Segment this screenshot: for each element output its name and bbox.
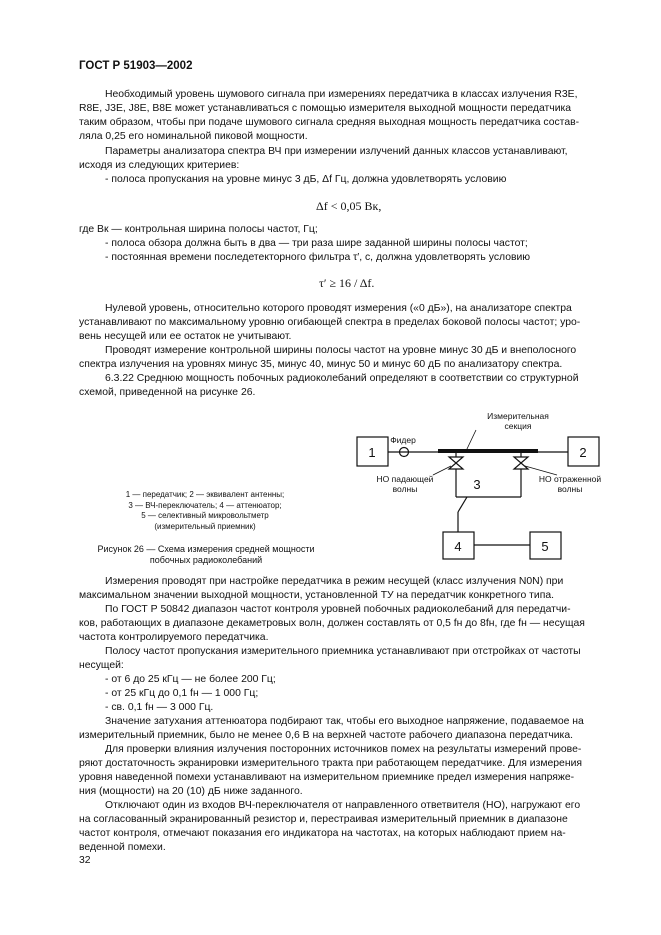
- label-block-5: 5: [541, 539, 549, 554]
- text-line: спектра излучения на уровнях минус 35, минус 40, минус 50 и минус 60 дБ по анализатору спектра.: [79, 359, 563, 370]
- text-line: - от 25 кГц до 0,1 fн — 1 000 Гц;: [105, 688, 259, 699]
- text-line: Полосу частот пропускания измерительного приемника устанавливают при отстройках от частоты: [105, 646, 581, 657]
- label-ho-forward-line1: НО падающей: [376, 474, 434, 484]
- text-line: Отключают один из входов ВЧ-переключателя от направленного ответвителя (НО), нагружают его: [105, 800, 581, 811]
- text-line: - постоянная времени последетекторного фильтра τ′, с, должна удовлетворять условию: [105, 252, 531, 263]
- text-line: Параметры анализатора спектра ВЧ при измерении излучений данных классов устанавливают,: [105, 146, 568, 157]
- text-line: несущей:: [79, 660, 124, 671]
- text-line: уровня наведенной помехи устанавливают на измерительном приемнике предел измерения напряже-: [79, 772, 575, 783]
- text-line: Значение затухания аттенюатора подбирают так, чтобы его выходное напряжение, подаваемое на: [105, 716, 584, 727]
- label-ho-reflected-line1: НО отраженной: [538, 474, 602, 484]
- coupler-forward-icon: [449, 457, 463, 469]
- formula-bandwidth: Δf < 0,05 Bк,: [316, 199, 382, 213]
- caption-line: Рисунок 26 — Схема измерения средней мощности: [97, 544, 315, 554]
- text-line: ния (мощности) на 20 (10) дБ ниже заданного.: [79, 786, 303, 797]
- text-line: R8E, J3E, J8E, B8E может устанавливаться с помощью измерителя выходной мощности передатчика: [79, 103, 572, 114]
- text-line: ляла 0,25 его номинальной пиковой мощности.: [79, 131, 308, 142]
- coupler-reflected-icon: [514, 457, 528, 469]
- label-block-4: 4: [454, 539, 462, 554]
- figure-caption: [90, 544, 322, 566]
- text-line: По ГОСТ Р 50842 диапазон частот контроля уровней побочных радиоколебаний для передатчи-: [105, 604, 571, 615]
- text-line: частот контроля, отмечают показания его индикатора на частотах, на которых наблюдают прием на-: [79, 828, 566, 839]
- text-line: - полоса обзора должна быть в два — три раза шире заданной ширины полосы частот;: [105, 238, 528, 249]
- label-block-2: 2: [579, 445, 587, 460]
- text-line: где Bк — контрольная ширина полосы частот, Гц;: [79, 224, 318, 235]
- figure-legend: [100, 490, 310, 532]
- rf-switch-arm: [458, 497, 467, 512]
- label-section-line1: Измерительная: [487, 411, 549, 421]
- legend-line: (измерительный приемник): [154, 521, 256, 531]
- page-number: 32: [79, 855, 91, 866]
- text-line: - полоса пропускания на уровне минус 3 дБ, Δf Гц, должна удовлетворять условию: [105, 174, 507, 185]
- text-line: измерительный приемник, было не менее 0,6 В на верхней частоте рабочего диапазона передатчика.: [79, 730, 573, 741]
- text-line: на согласованный экранированный резистор и, перестраивая измерительный приемник в диапазоне: [79, 814, 568, 825]
- legend-line: 1 — передатчик; 2 — эквивалент антенны;: [125, 490, 285, 499]
- caption-line: побочных радиоколебаний: [149, 555, 263, 565]
- label-block-3: 3: [473, 477, 481, 492]
- text-line: Для проверки влияния излучения посторонних источников помех на результаты измерений прове-: [105, 744, 582, 755]
- text-line: Необходимый уровень шумового сигнала при измерениях передатчика в классах излучения R3E,: [105, 89, 578, 100]
- text-line: Измерения проводят при настройке передатчика в режим несущей (класс излучения N0N) при: [105, 576, 564, 587]
- label-ho-reflected-line2: волны: [557, 484, 583, 494]
- text-line: исходя из следующих критериев:: [79, 160, 240, 171]
- text-line: 6.3.22 Среднюю мощность побочных радиоколебаний определяют в соответствии со структурной: [105, 373, 579, 384]
- text-line: максимальном значении выходной мощности, установленной ТУ на передатчик конкретного типа.: [79, 590, 554, 601]
- formula-time-constant: τ′ ≥ 16 / Δf.: [319, 276, 375, 290]
- text-line: устанавливают по максимальному уровню огибающей спектра в пределах боковой полосы частот; уро-: [79, 317, 581, 328]
- text-line: - от 6 до 25 кГц — не более 200 Гц;: [105, 674, 276, 685]
- text-line: вень несущей или ее остаток не учитывают.: [79, 331, 292, 342]
- text-line: частота контролируемого передатчика.: [79, 632, 269, 643]
- label-section-line2: секция: [504, 421, 532, 431]
- text-line: схемой, приведенной на рисунке 26.: [79, 387, 256, 398]
- text-line: таким образом, чтобы при подаче шумового сигнала средняя выходная мощность передатчика состав-: [79, 117, 580, 128]
- text-line: Нулевой уровень, относительно которого проводят измерения («0 дБ»), на анализаторе спектра: [105, 303, 572, 314]
- text-line: веденной помехи.: [79, 842, 166, 853]
- legend-line: 5 — селективный микровольтметр: [141, 511, 269, 520]
- label-ho-forward-line2: волны: [392, 484, 418, 494]
- text-line: ряют достаточность экранировки измерительного тракта при работающем передатчике. Для измерения: [79, 758, 583, 769]
- label-block-1: 1: [368, 445, 376, 460]
- text-line: Проводят измерение контрольной ширины полосы частот на уровне минус 30 дБ и внеполосного: [105, 345, 577, 356]
- document-header: ГОСТ Р 51903—2002: [79, 60, 193, 72]
- text-line: ков, работающих в диапазоне декаметровых волн, должен составлять от 0,5 fн до 8fн, где fн — несущая: [79, 618, 585, 629]
- legend-line: 3 — ВЧ-переключатель; 4 — аттенюатор;: [128, 500, 282, 510]
- label-feeder: Фидер: [390, 435, 416, 445]
- text-line: - св. 0,1 fн — 3 000 Гц.: [105, 702, 214, 713]
